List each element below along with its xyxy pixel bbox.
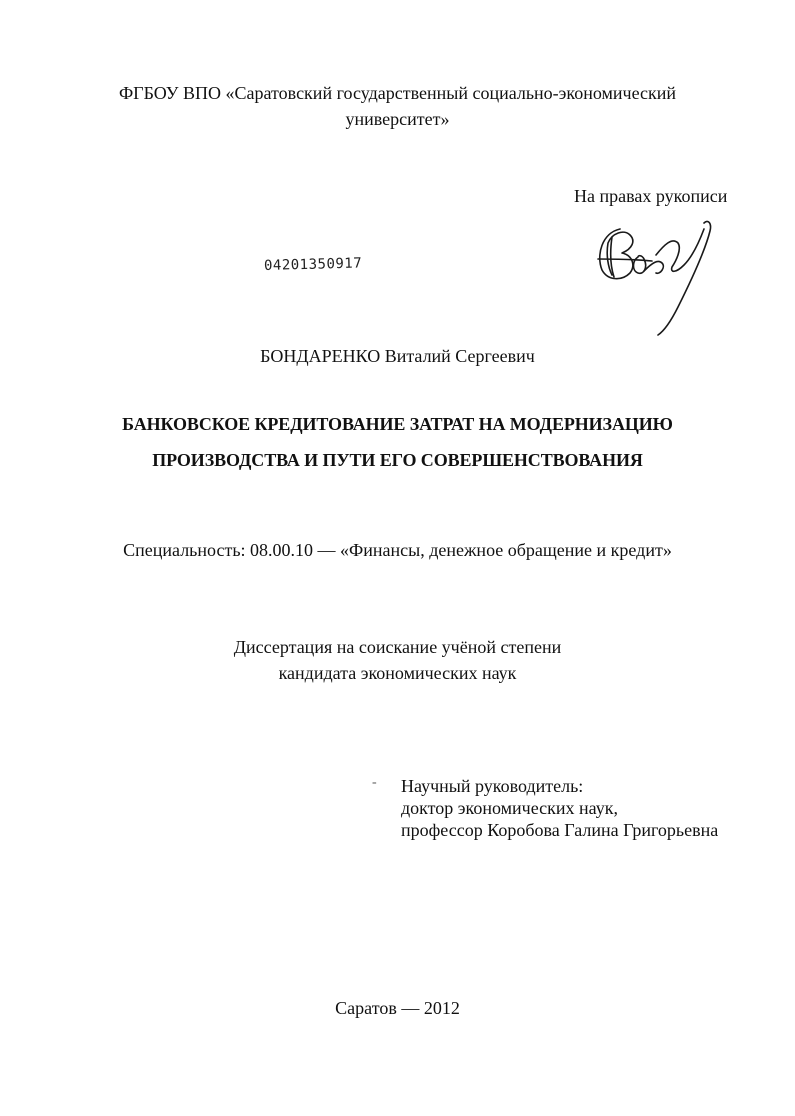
organization-line-1: ФГБОУ ВПО «Саратовский государственный социально-экономический xyxy=(118,83,677,103)
handwritten-signature xyxy=(592,215,727,340)
organization-header xyxy=(0,80,795,132)
title-line-1: БАНКОВСКОЕ КРЕДИТОВАНИЕ ЗАТРАТ НА МОДЕРНИЗАЦИЮ xyxy=(122,414,673,434)
advisor-label: Научный руководитель: xyxy=(401,776,584,796)
degree-line-1: Диссертация на соискание учёной степени xyxy=(233,637,562,657)
advisor-name: профессор Коробова Галина Григорьевна xyxy=(401,820,719,840)
registration-number-stamp: 04201350917 xyxy=(263,255,363,274)
degree-statement xyxy=(0,634,795,686)
degree-line-2: кандидата экономических наук xyxy=(278,663,517,683)
scientific-advisor-block xyxy=(401,775,718,841)
city-year-footer: Саратов — 2012 xyxy=(335,998,460,1018)
title-line-2: ПРОИЗВОДСТВА И ПУТИ ЕГО СОВЕРШЕНСТВОВАНИЯ xyxy=(152,450,643,470)
advisor-dash-mark: - xyxy=(372,775,377,790)
author-name: БОНДАРЕНКО Виталий Сергеевич xyxy=(260,346,535,366)
organization-line-2: университет» xyxy=(345,109,450,129)
dissertation-title xyxy=(0,406,795,478)
advisor-degree: доктор экономических наук, xyxy=(401,798,618,818)
specialty-line: Специальность: 08.00.10 — «Финансы, денежное обращение и кредит» xyxy=(123,540,672,560)
manuscript-rights-note: На правах рукописи xyxy=(574,186,728,206)
